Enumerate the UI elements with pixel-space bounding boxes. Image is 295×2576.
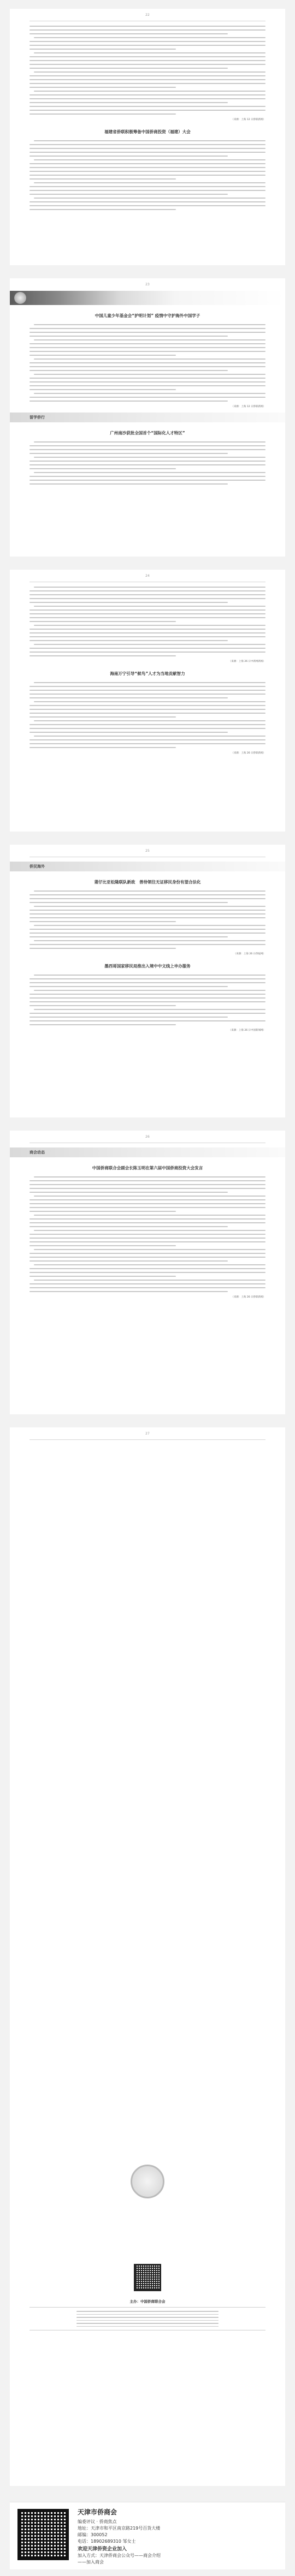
page-27	[10, 1427, 285, 2486]
page-number: 25	[145, 849, 150, 853]
page-number: 24	[145, 574, 150, 578]
postcode: 邮编：300052	[78, 2532, 108, 2537]
page-header	[30, 578, 266, 582]
page-banner	[10, 291, 285, 305]
article-source-2: （来源：上海 26 日中国新闻网）	[228, 1029, 266, 1032]
colophon	[30, 2242, 266, 2330]
section-label: 留学侨行	[30, 415, 45, 420]
org-name: 天津市侨商会	[78, 2508, 117, 2516]
section-bar	[10, 1147, 285, 1157]
join-method: 加入方式：天津侨商会公众号——商会介绍	[78, 2553, 161, 2558]
article-source-2: （来源：上海 26 日侨联新闻）	[231, 752, 266, 755]
welcome-text: 欢迎天津侨资企业加入	[78, 2547, 127, 2552]
article-source: （来源：上海 26 日侨联新闻）	[231, 1296, 266, 1299]
publisher: 主办：中国侨商联合会	[129, 2299, 166, 2304]
address: 地址：天津市和平区南京路219号百货大楼	[78, 2526, 161, 2531]
article-source: （来源：上海 26 日侨报网）	[233, 953, 266, 955]
seal-icon	[14, 292, 26, 304]
qr-code-icon	[17, 2509, 69, 2560]
section-label: 侨民海外	[30, 864, 45, 869]
page-22	[10, 9, 285, 265]
article-title-2: 墨西哥国家移民局推出入境中中文线上申办服务	[104, 964, 191, 969]
page-24	[10, 570, 285, 832]
logo-icon	[131, 2165, 164, 2198]
page-23	[10, 278, 285, 557]
article-title: 中国侨商联合会副会长陈玉明在第六届中国侨商投资大会发言	[92, 1166, 203, 1170]
promo-info	[78, 2509, 161, 2566]
page-number: 27	[145, 1432, 150, 1436]
article-title: 福建省侨联积极筹备中国侨商投资（福建）大会	[104, 129, 191, 134]
section-label: 商会动态	[30, 1150, 45, 1155]
page-26	[10, 1131, 285, 1414]
page-header	[30, 1139, 266, 1143]
qr-code-icon	[134, 2264, 161, 2291]
article-source: （来源：上海 12 日侨联新闻）	[231, 118, 266, 121]
article-source: （来源：上海 26 日中新网新闻）	[228, 660, 266, 663]
article-title: 海南万宁引导“候鸟”人才为当地贡献智力	[110, 671, 185, 676]
section-bar	[10, 862, 285, 871]
article-title: 中国儿童少年基金会“护明计划” 疫情中守护海外中国学子	[95, 313, 200, 318]
section-bar	[10, 413, 285, 422]
article-title-2: 广州南沙获批全国首个“国际化人才特区”	[110, 431, 185, 435]
page-header	[30, 853, 266, 857]
promo-card	[10, 2502, 285, 2569]
page-25	[10, 845, 285, 1117]
page-number: 22	[145, 13, 150, 17]
page-header	[30, 17, 266, 21]
join-method-2: ——加入商会	[78, 2560, 104, 2565]
page-header	[30, 1436, 266, 1440]
promo-line: 编委评议 · 侨商焦点	[78, 2519, 117, 2524]
phone: 电话：18902689310 邹女士	[78, 2539, 136, 2544]
article-title: 莆仔比亚松隆联队新政 善待领往无证移民身份有望合法化	[94, 880, 201, 884]
page-number: 26	[145, 1135, 150, 1139]
page-number: 23	[145, 283, 150, 286]
article-source: （来源：上海 12 日侨联新闻）	[231, 405, 266, 408]
